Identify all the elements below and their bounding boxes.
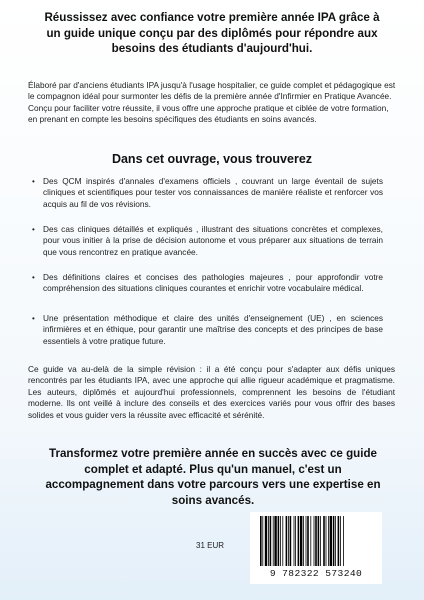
headline: Réussissez avec confiance votre première année IPA grâce à un guide unique conçu par des diplômés pour répondre aux besoins des étudiants d'aujourd'hui.	[44, 11, 380, 55]
barcode-icon	[258, 516, 374, 568]
intro-paragraph: Élaboré par d'anciens étudiants IPA jusqu'à l'usage hospitalier, ce guide complet et pédagogique est le compagnon idéal pour surmonter les défis de la première année d'Infirmier en Pratique Avancée. Conçu pour faciliter votre réussite, il vous offre une approche pratique et ciblée de votre formation, en prenant en compte les besoins spécifiques des étudiants en soins avancés.	[28, 80, 396, 125]
list-item-text: Des cas cliniques détaillés et expliqués , illustrant des situations concrètes et complexes, pour vous initier à la prise de décision autonome et vous préparer aux situations de terrain que vous rencontrez en pratique avancée.	[43, 224, 383, 257]
bullet-icon: •	[32, 225, 35, 234]
list-item	[32, 313, 383, 347]
list-item	[32, 272, 383, 295]
bullet-icon: •	[32, 314, 35, 323]
bullet-icon: •	[32, 177, 35, 186]
price-label: 31 EUR	[196, 541, 225, 550]
list-item-text: Des QCM inspirés d'annales d'examens officiels , couvrant un large éventail de sujets cliniques et scientifiques pour tester vos connaissances de manière réaliste et renforcer vos acquis au fil de vos révisions.	[43, 176, 383, 209]
list-item-text: Des définitions claires et concises des pathologies majeures , pour approfondir votre compréhension des situations cliniques courantes et enrichir votre vocabulaire médical.	[43, 272, 383, 294]
list-item	[32, 176, 383, 210]
bullet-icon: •	[32, 273, 35, 282]
final-statement: Transformez votre première année en succès avec ce guide complet et adapté. Plus qu'un manuel, c'est un accompagnement dans votre parcours vers une expertise en soins avancés.	[45, 447, 381, 507]
list-item	[32, 224, 383, 258]
isbn-barcode	[250, 512, 382, 584]
closing-paragraph: Ce guide va au-delà de la simple révision : il a été conçu pour s'adapter aux défis uniques rencontrés par les étudiants IPA, avec une approche qui allie rigueur académique et pragmatisme. Les auteurs, diplômés et aujourd'hui professionnels, comprennent les besoins de l'étudiant moderne. Ils ont veillé à inclure des conseils et des exercices variés pour vous offrir des bases solides et vous guider vers la réussite avec efficacité et sérénité.	[28, 364, 395, 420]
section-title: Dans cet ouvrage, vous trouverez	[111, 152, 313, 166]
list-item-text: Une présentation méthodique et claire des unités d'enseignement (UE) , en sciences infirmières et en éthique, pour garantir une maîtrise des concepts et des principes de base essentiels à votre pratique future.	[43, 313, 383, 346]
barcode-digits: 9 782322 573240	[269, 568, 363, 579]
